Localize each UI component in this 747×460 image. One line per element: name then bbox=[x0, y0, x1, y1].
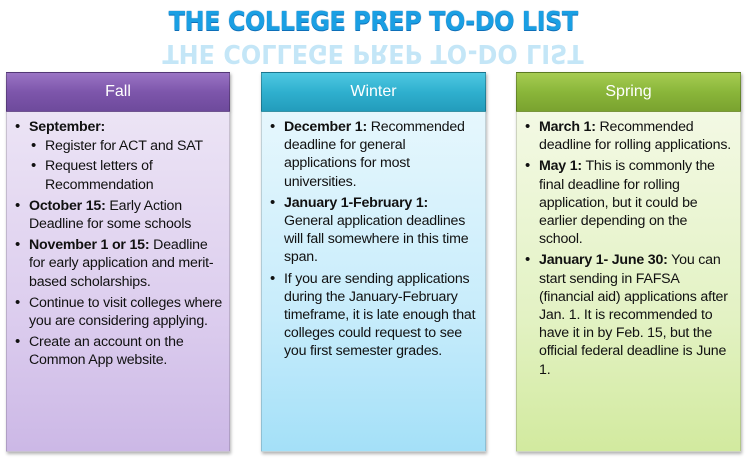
winter-list bbox=[268, 118, 479, 361]
winter-column bbox=[261, 72, 486, 452]
winter-body bbox=[261, 112, 486, 452]
item-date: September: bbox=[29, 119, 106, 135]
item-date: October 15: bbox=[29, 197, 106, 214]
winter-header: Winter bbox=[261, 72, 486, 112]
item-date: January 1-February 1: bbox=[284, 194, 429, 211]
spring-list bbox=[523, 118, 734, 379]
fall-column bbox=[6, 72, 230, 452]
item-text: Early Action Deadline for some schools bbox=[29, 197, 192, 233]
list-item bbox=[13, 236, 223, 291]
sub-item: • Register for ACT and SAT bbox=[29, 137, 223, 155]
item-date: January 1- June 30: bbox=[539, 252, 668, 269]
fall-header: Fall bbox=[6, 72, 230, 112]
item-date: November 1 or 15: bbox=[29, 237, 150, 254]
list-item bbox=[13, 197, 223, 233]
list-item bbox=[268, 118, 479, 191]
list-item bbox=[13, 333, 223, 369]
item-text: Continue to visit colleges where you are considering applying. bbox=[29, 294, 223, 330]
item-text: General application deadlines will fall somewhere in this time span. bbox=[284, 213, 469, 266]
list-item bbox=[13, 294, 223, 330]
item-text: This is commonly the final deadline for rolling application, but it could be earlier depending on the school. bbox=[539, 158, 715, 248]
item-text: You can start sending in FAFSA (financial aid) applications after Jan. 1. It is recommended to have it in by Feb. 15, but the official federal deadline is June 1. bbox=[539, 252, 728, 378]
list-item bbox=[523, 157, 734, 248]
list-item bbox=[523, 118, 734, 154]
item-text: If you are sending applications during the January-February timeframe, it is late enough that colleges could request to see you first semester grades. bbox=[284, 270, 476, 360]
list-item bbox=[523, 251, 734, 378]
list-item bbox=[13, 118, 223, 194]
sub-item: • Request letters of Recommendation bbox=[29, 157, 223, 193]
title-reflection: THE COLLEGE PREP TO-DO LIST bbox=[162, 38, 585, 68]
item-text: Recommended deadline for general applications for most universities. bbox=[284, 119, 465, 190]
fall-body bbox=[6, 112, 230, 452]
item-date: May 1: bbox=[539, 158, 582, 175]
item-text: Create an account on the Common App website. bbox=[29, 334, 184, 369]
spring-column bbox=[516, 72, 741, 452]
item-date: March 1: bbox=[539, 119, 596, 135]
list-item bbox=[268, 270, 479, 361]
item-date: December 1: bbox=[284, 119, 367, 135]
sub-list bbox=[29, 137, 223, 194]
item-text: Deadline for early application and merit-based scholarships. bbox=[29, 237, 214, 290]
spring-body bbox=[516, 112, 741, 452]
page-title: THE COLLEGE PREP TO-DO LIST bbox=[169, 7, 578, 37]
item-text: Recommended deadline for rolling applications. bbox=[539, 119, 731, 154]
fall-list bbox=[13, 118, 223, 370]
list-item bbox=[268, 194, 479, 267]
spring-header: Spring bbox=[516, 72, 741, 112]
